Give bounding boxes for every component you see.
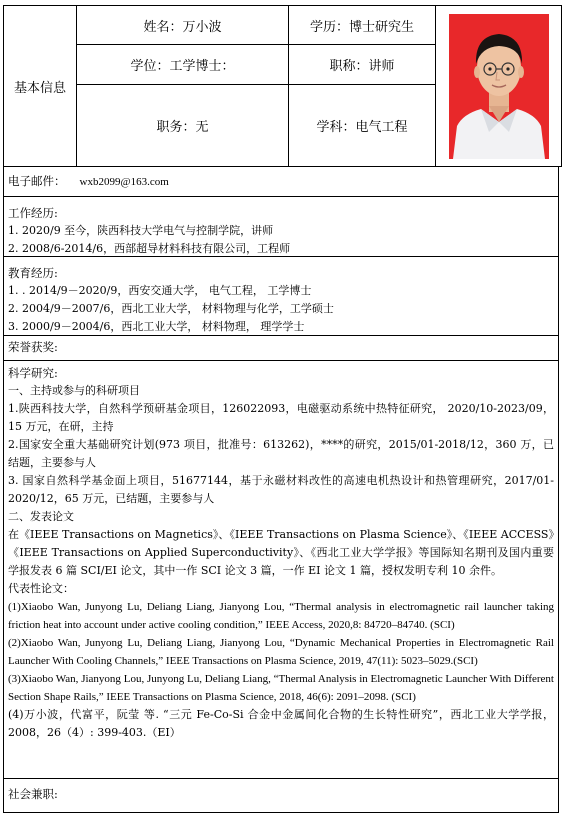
papers-summary: 在《IEEE Transactions on Magnetics》、《IEEE Transactions on Plasma Science》、《IEEE ACCESS》《IEEE Transactions on Applied Superconductivity》、《西北工业大学学报》等国际知名期刊及国内重要学报发表 6 篇 SCI/EI 论文，其中一作 SCI 论文 3 篇，一作 EI 论文 1 篇，授权发明专利 10 余件。 — [8, 528, 554, 577]
portrait-illustration — [449, 14, 549, 159]
research-section — [3, 361, 559, 779]
project-item: 3. 国家自然科学基金面上项目，51677144，基于永磁材料改性的高速电机热设计和热管理研究，2017/01-2020/12，65 万元，已结题，主要参与人 — [8, 474, 554, 505]
paper-item: (3)Xiaobo Wan, Jianyong Lou, Junyong Lu, Deliang Liang, “Thermal Analysis in Electromagnetic Launcher With Different Section Shape Rails,” IEEE Transactions on Plasma Science, 2018, 46(6): 2091–2098. (SCI) — [8, 673, 554, 703]
papers-heading: 二、发表论文 — [8, 510, 74, 523]
degree-cell: 学位：工学博士： — [77, 45, 289, 85]
education-item: 2. 2004/9－2007/6，西北工业大学， 材料物理与化学，工学硕士 — [8, 302, 334, 315]
work-item: 1. 2020/9 至今，陕西科技大学电气与控制学院，讲师 — [8, 224, 274, 237]
social-section — [3, 779, 559, 813]
education-section — [3, 257, 559, 336]
education-level-cell: 学历：博士研究生 — [289, 6, 436, 45]
photo-cell — [436, 6, 562, 167]
paper-item: (4)万小波，代富平，阮莹 等. “三元 Fe-Co-Si 合金中金属间化合物的生长特性研究”，西北工业大学学报，2008，26（4）: 399-403.（EI） — [8, 708, 554, 739]
email-label: 电子邮件： — [8, 174, 66, 188]
email-section — [3, 167, 559, 197]
name-cell: 姓名：万小波 — [77, 6, 289, 45]
discipline-cell: 学科：电气工程 — [289, 85, 436, 167]
work-section — [3, 197, 559, 257]
email-value[interactable]: wxb2099@163.com — [79, 176, 169, 188]
projects-heading: 一、主持或参与的科研项目 — [8, 384, 140, 397]
project-item: 1.陕西科技大学，自然科学预研基金项目，126022093，电磁驱动系统中热特征研究， 2020/10-2023/09，15 万元，在研，主持 — [8, 402, 554, 433]
basic-info-label: 基本信息 — [4, 6, 77, 167]
honors-section — [3, 336, 559, 361]
job-title-cell: 职称：讲师 — [289, 45, 436, 85]
work-title: 工作经历: — [8, 206, 58, 220]
project-item: 2.国家安全重大基础研究计划(973 项目，批准号：613262)，****的研究，2015/01-2018/12，360 万，已结题，主要参与人 — [8, 438, 554, 469]
profile-photo — [449, 14, 549, 159]
resume-sheet — [3, 5, 561, 813]
paper-item: (2)Xiaobo Wan, Junyong Lu, Deliang Liang, Jianyong Lou, “Dynamic Mechanical Properties in Electromagnetic Rail Launcher With Cooling Channels,” IEEE Transactions on Plasma Science, 2019, 47(11): 5023–5029.(SCI) — [8, 637, 554, 667]
research-title: 科学研究: — [8, 366, 58, 380]
basic-info-table — [3, 5, 562, 167]
education-item: 1. . 2014/9－2020/9，西安交通大学， 电气工程， 工学博士 — [8, 284, 312, 297]
representative-papers-heading: 代表性论文： — [8, 582, 74, 595]
education-item: 3. 2000/9－2004/6，西北工业大学， 材料物理， 理学学士 — [8, 320, 305, 333]
social-title: 社会兼职: — [8, 787, 58, 801]
position-cell: 职务：无 — [77, 85, 289, 167]
work-item: 2. 2008/6-2014/6，西部超导材料科技有限公司，工程师 — [8, 242, 291, 255]
education-title: 教育经历: — [8, 266, 58, 280]
paper-item: (1)Xiaobo Wan, Junyong Lu, Deliang Liang, Jianyong Lou, “Thermal analysis in electromagnetic rail launcher taking friction heat into account under active cooling condition,” IEEE Access, 2020,8: 84720–84740. (SCI) — [8, 601, 554, 631]
honors-title: 荣誉获奖: — [8, 340, 58, 354]
